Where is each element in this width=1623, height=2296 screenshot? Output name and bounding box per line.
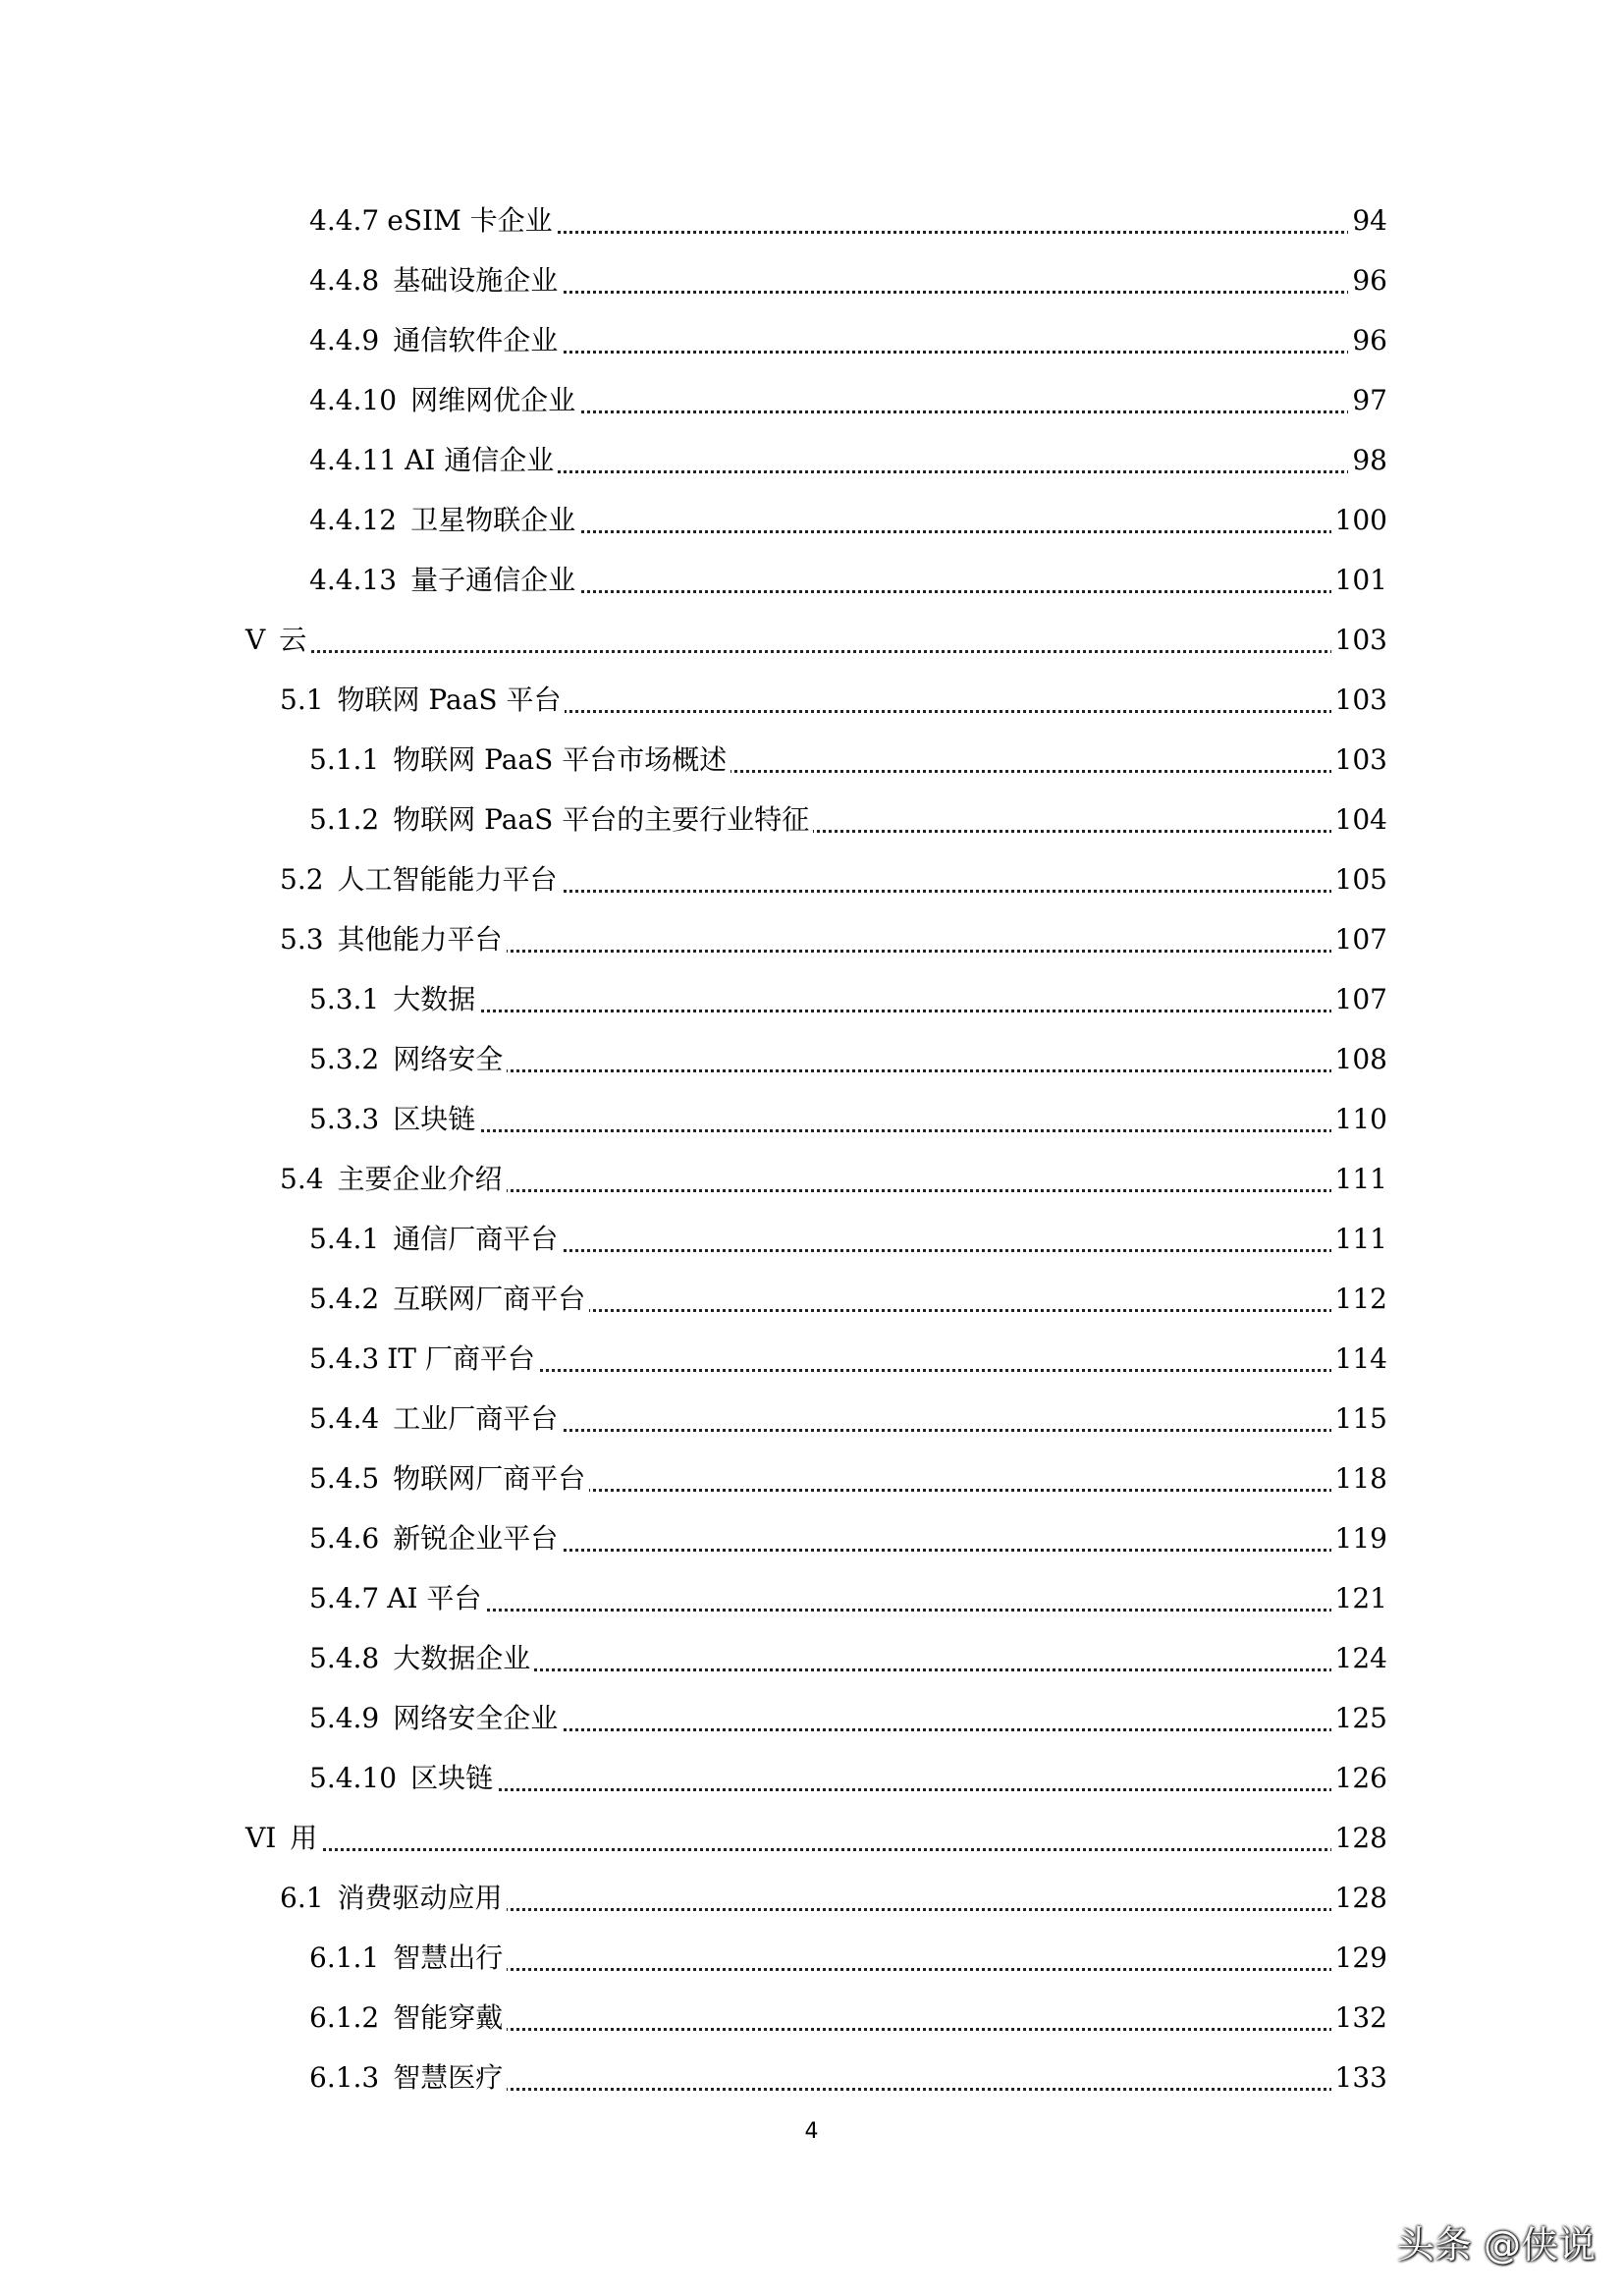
toc-entry-page: 103: [1331, 740, 1387, 780]
toc-entry-page: 118: [1331, 1459, 1387, 1499]
toc-entry-number: 5.4.8: [309, 1642, 380, 1674]
toc-entry-text: 用: [290, 1822, 318, 1854]
toc-entry-page: 105: [1331, 860, 1387, 900]
toc-entry-title: [280, 681, 565, 720]
toc-entry-page: 112: [1331, 1280, 1387, 1319]
toc-entry[interactable]: [0, 1759, 1623, 1798]
toc-entry-page: 126: [1331, 1759, 1387, 1798]
toc-entry-number: 4.4.7: [309, 204, 380, 237]
toc-entry-number: 5.3.3: [309, 1103, 380, 1135]
toc-entry-text: 网络安全: [393, 1043, 504, 1075]
toc-entry-number: 5.4.6: [309, 1522, 380, 1555]
toc-entry-page: 115: [1331, 1399, 1387, 1439]
toc-entry-number: 5.4.2: [309, 1283, 380, 1315]
toc-entry-number: 4.4.8: [309, 264, 380, 297]
toc-entry-title: [309, 1699, 562, 1738]
toc-entry[interactable]: [0, 1879, 1623, 1918]
toc-entry-text: 基础设施企业: [393, 264, 559, 297]
toc-entry-page: 101: [1331, 561, 1387, 600]
toc-entry[interactable]: [0, 681, 1623, 720]
toc-entry-text: 量子通信企业: [410, 564, 576, 596]
toc-entry-page: 114: [1331, 1339, 1387, 1379]
toc-entry-title: [245, 621, 310, 660]
toc-entry-page: 119: [1331, 1519, 1387, 1558]
toc-entry-page: 132: [1331, 1998, 1387, 2038]
toc-entry-text: 通信软件企业: [393, 324, 559, 356]
toc-entry-page: 107: [1331, 980, 1387, 1019]
toc-entry[interactable]: [0, 1819, 1623, 1858]
toc-entry[interactable]: [0, 1399, 1623, 1439]
toc-entry-title: [309, 980, 479, 1019]
toc-entry-number: 5.4.7: [309, 1582, 380, 1614]
toc-entry-title: [309, 561, 579, 600]
toc-entry[interactable]: [0, 1519, 1623, 1558]
toc-dot-leader: [245, 650, 1387, 653]
toc-entry-number: 5.4.4: [309, 1402, 380, 1435]
toc-entry-page: 97: [1348, 381, 1387, 420]
toc-entry[interactable]: [0, 1579, 1623, 1618]
toc-entry[interactable]: [0, 1459, 1623, 1499]
toc-entry-text: IT 厂商平台: [387, 1342, 535, 1375]
toc-entry[interactable]: [0, 860, 1623, 900]
toc-entry[interactable]: [0, 1639, 1623, 1678]
toc-entry-text: 智慧出行: [393, 1941, 504, 1974]
toc-entry[interactable]: [0, 2058, 1623, 2098]
toc-entry-title: [309, 1759, 497, 1798]
toc-entry[interactable]: [0, 1280, 1623, 1319]
toc-entry-title: [309, 1339, 539, 1379]
toc-entry[interactable]: [0, 1339, 1623, 1379]
toc-entry[interactable]: [0, 621, 1623, 660]
toc-entry-text: 新锐企业平台: [393, 1522, 559, 1555]
toc-entry-text: 智能穿戴: [393, 2001, 504, 2034]
toc-dot-leader: [245, 1848, 1387, 1851]
toc-entry-page: 129: [1331, 1939, 1387, 1978]
toc-entry-title: [309, 501, 579, 540]
toc-entry-title: [309, 441, 558, 480]
toc-entry-page: 107: [1331, 920, 1387, 959]
toc-entry[interactable]: [0, 1699, 1623, 1738]
toc-entry-page: 98: [1348, 441, 1387, 480]
toc-entry[interactable]: [0, 1160, 1623, 1199]
toc-entry-title: [309, 321, 562, 360]
toc-entry-number: 5.4: [280, 1163, 324, 1195]
toc-entry[interactable]: [0, 501, 1623, 540]
toc-entry-page: 100: [1331, 501, 1387, 540]
toc-entry-text: 其他能力平台: [337, 923, 503, 956]
toc-entry-number: 6.1.2: [309, 2001, 380, 2034]
toc-entry-text: 工业厂商平台: [393, 1402, 559, 1435]
toc-entry-text: AI 通信企业: [405, 444, 555, 476]
toc-entry[interactable]: [0, 1040, 1623, 1079]
toc-entry-text: 互联网厂商平台: [393, 1283, 586, 1315]
toc-entry-text: 主要企业介绍: [337, 1163, 503, 1195]
toc-entry-text: 云: [279, 624, 307, 656]
toc-entry-text: 区块链: [393, 1103, 476, 1135]
toc-entry-page: 96: [1348, 321, 1387, 360]
toc-entry-title: [309, 800, 813, 840]
toc-entry-text: AI 平台: [387, 1582, 482, 1614]
toc-entry-page: 108: [1331, 1040, 1387, 1079]
toc-entry[interactable]: [0, 920, 1623, 959]
toc-entry-title: [309, 1998, 507, 2038]
toc-entry-text: 通信厂商平台: [393, 1223, 559, 1255]
toc-entry-number: VI: [245, 1822, 277, 1854]
toc-entry-number: 5.4.9: [309, 1702, 380, 1734]
toc-entry-page: 96: [1348, 261, 1387, 301]
toc-entry-page: 103: [1331, 681, 1387, 720]
toc-entry-title: [309, 1519, 562, 1558]
watermark: 头条 @侠说: [1396, 2223, 1596, 2267]
toc-entry-text: 网维网优企业: [410, 384, 576, 416]
toc-entry-text: 物联网 PaaS 平台: [337, 683, 562, 716]
toc-entry-title: [309, 1280, 589, 1319]
toc-entry-title: [309, 381, 579, 420]
toc-entry-title: [309, 1040, 507, 1079]
toc-entry-number: 5.1.2: [309, 803, 380, 836]
toc-entry-number: 5.3: [280, 923, 324, 956]
toc-entry[interactable]: [0, 980, 1623, 1019]
toc-entry-page: 110: [1331, 1100, 1387, 1139]
toc-entry-page: 111: [1331, 1160, 1387, 1199]
toc-entry-text: eSIM 卡企业: [387, 204, 553, 237]
toc-entry-number: 5.3.1: [309, 983, 380, 1015]
toc-entry-text: 消费驱动应用: [337, 1882, 503, 1914]
toc-entry[interactable]: [0, 1100, 1623, 1139]
toc-entry-number: V: [245, 624, 266, 656]
toc-entry[interactable]: [0, 740, 1623, 780]
toc-entry[interactable]: [0, 261, 1623, 301]
toc-entry-text: 大数据企业: [393, 1642, 531, 1674]
toc-entry-title: [309, 1100, 479, 1139]
page-number: 4: [804, 2119, 819, 2144]
toc-entry-number: 5.4.10: [309, 1762, 398, 1794]
toc-entry-title: [309, 201, 557, 241]
toc-entry[interactable]: [0, 381, 1623, 420]
toc-entry-number: 4.4.9: [309, 324, 380, 356]
toc-entry[interactable]: [0, 201, 1623, 241]
toc-entry-number: 5.2: [280, 863, 324, 896]
toc-entry-title: [245, 1819, 321, 1858]
toc-entry-page: 128: [1331, 1819, 1387, 1858]
toc-entry[interactable]: [0, 800, 1623, 840]
toc-entry-page: 104: [1331, 800, 1387, 840]
toc-entry-number: 4.4.13: [309, 564, 398, 596]
toc-entry-title: [280, 920, 507, 959]
toc-entry-number: 5.4.5: [309, 1462, 380, 1495]
toc-entry-title: [309, 1939, 507, 1978]
toc-entry-number: 4.4.12: [309, 504, 398, 536]
toc-entry-number: 5.1.1: [309, 743, 380, 776]
toc-entry-title: [280, 860, 562, 900]
toc-entry[interactable]: [0, 561, 1623, 600]
toc-entry[interactable]: [0, 1998, 1623, 2038]
toc-entry-number: 5.4.3: [309, 1342, 380, 1375]
toc-entry-title: [309, 1399, 562, 1439]
toc-entry-page: 103: [1331, 621, 1387, 660]
toc-entry[interactable]: [0, 441, 1623, 480]
toc-entry-text: 网络安全企业: [393, 1702, 559, 1734]
toc-entry-number: 6.1.3: [309, 2061, 380, 2094]
toc-entry-page: 111: [1331, 1220, 1387, 1259]
toc-entry-page: 121: [1331, 1579, 1387, 1618]
toc-entry[interactable]: [0, 321, 1623, 360]
toc-entry-page: 94: [1348, 201, 1387, 241]
toc-entry[interactable]: [0, 1220, 1623, 1259]
toc-entry-title: [309, 1579, 485, 1618]
toc-entry-number: 4.4.10: [309, 384, 398, 416]
toc-entry-number: 4.4.11: [309, 444, 398, 476]
toc-entry-title: [309, 1459, 589, 1499]
toc-entry-title: [309, 1220, 562, 1259]
toc-entry-page: 128: [1331, 1879, 1387, 1918]
toc-entry-title: [309, 1639, 534, 1678]
toc-entry-text: 物联网厂商平台: [393, 1462, 586, 1495]
toc-entry-text: 区块链: [410, 1762, 494, 1794]
toc-entry-title: [309, 740, 730, 780]
toc-entry-page: 124: [1331, 1639, 1387, 1678]
toc-entry-text: 人工智能能力平台: [337, 863, 558, 896]
toc-entry-text: 物联网 PaaS 平台市场概述: [393, 743, 728, 776]
toc-entry-number: 5.3.2: [309, 1043, 380, 1075]
toc-entry-text: 大数据: [393, 983, 476, 1015]
toc-entry-title: [309, 261, 562, 301]
toc-entry-title: [309, 2058, 507, 2098]
toc-entry-text: 卫星物联企业: [410, 504, 576, 536]
toc-entry-number: 5.4.1: [309, 1223, 380, 1255]
toc-entry-page: 133: [1331, 2058, 1387, 2098]
toc-entry-number: 5.1: [280, 683, 324, 716]
toc-entry-title: [280, 1879, 507, 1918]
toc-entry-number: 6.1: [280, 1882, 324, 1914]
toc-entry-text: 物联网 PaaS 平台的主要行业特征: [393, 803, 810, 836]
toc-entry-title: [280, 1160, 507, 1199]
toc-entry-number: 6.1.1: [309, 1941, 380, 1974]
toc-entry-text: 智慧医疗: [393, 2061, 504, 2094]
toc-entry-page: 125: [1331, 1699, 1387, 1738]
toc-entry[interactable]: [0, 1939, 1623, 1978]
